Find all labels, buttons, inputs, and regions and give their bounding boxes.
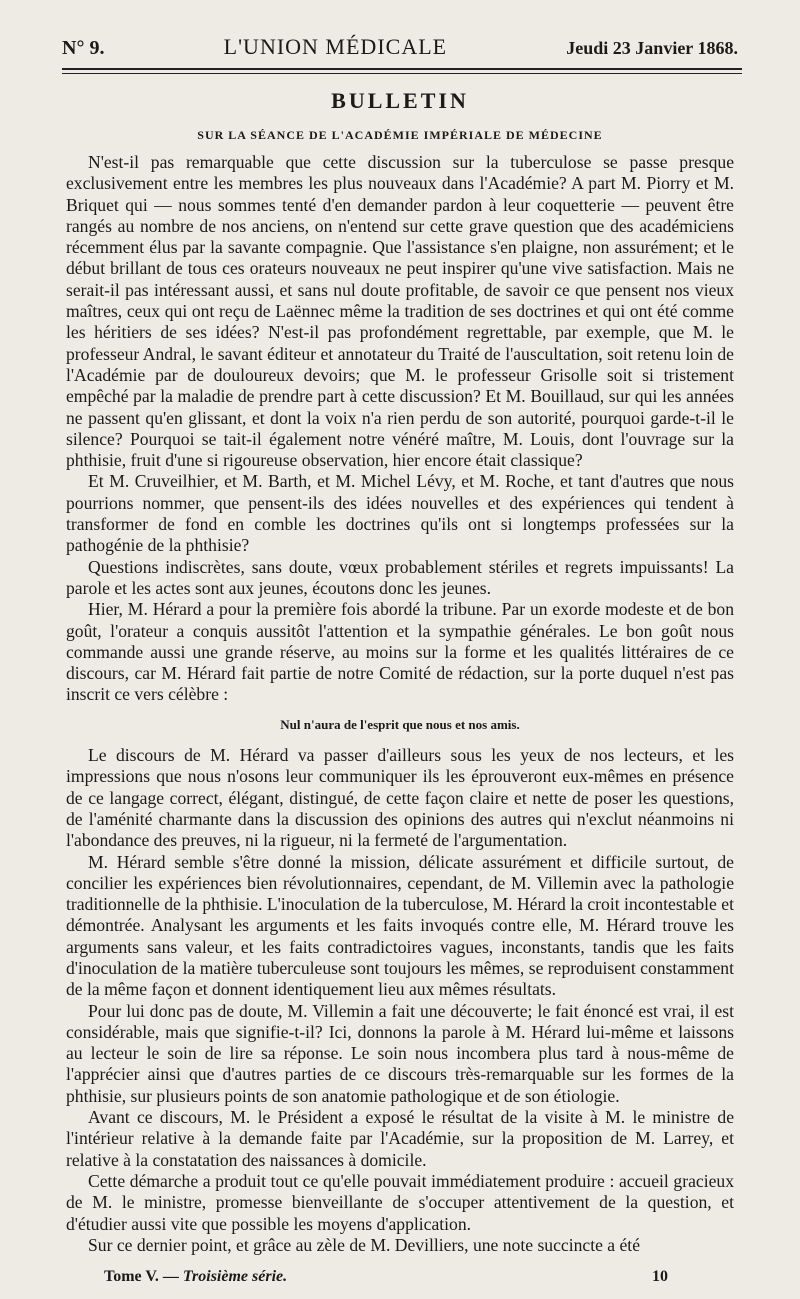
issue-date: Jeudi 23 Janvier 1868. xyxy=(566,38,738,58)
paragraph: Avant ce discours, M. le Président a exposé le résultat de la visite à M. le ministre de l'intérieur relative à la demande faite par l'Académie, sur la proposition de M. Larrey, et relative à la constatation des naissances à domicile. xyxy=(66,1107,734,1170)
paragraph: Sur ce dernier point, et grâce au zèle de M. Devilliers, une note succincte a été xyxy=(88,1234,641,1255)
page-header xyxy=(62,34,738,60)
section-title: BULLETIN xyxy=(331,88,469,113)
paragraph: Et M. Cruveilhier, et M. Barth, et M. Michel Lévy, et M. Roche, et tant d'autres que nous pourrions nommer, que pensent-ils des idées nouvelles et des expériences qui tendent à transformer de fond en comble les doctrines qu'ils ont si longtemps professées sur la pathogénie de la phthisie? xyxy=(66,471,734,556)
header-rule-thick xyxy=(62,68,742,70)
volume-info xyxy=(104,1268,287,1286)
journal-title: L'UNION MÉDICALE xyxy=(223,34,448,59)
page-number: 10 xyxy=(652,1268,668,1285)
page-footer xyxy=(104,1268,668,1286)
paragraph: Cette démarche a produit tout ce qu'elle pouvait immédiatement produire : accueil gracieux de M. le ministre, promesse bienveillante de s'occuper attentivement de la question, et d'étudier aussi vite que possible les moyens d'application. xyxy=(66,1170,734,1234)
paragraph: Questions indiscrètes, sans doute, vœux probablement stériles et regrets impuissants! La parole et les actes sont aux jeunes, écoutons donc les jeunes. xyxy=(66,556,734,598)
paragraph: Le discours de M. Hérard va passer d'ailleurs sous les yeux de nos lecteurs, et les impressions que nous n'osons leur communiquer ils les éprouveront eux-mêmes en présence de ce langage correct, élégant, distingué, de cette façon claire et nette de poser les questions, de l'aménité charmante dans la discussion des opinions des autres qui n'exclut néanmoins ni l'abondance des preuves, ni la rigueur, ni la fermeté de l'argumentation. xyxy=(66,745,734,851)
volume-label: Tome V. — xyxy=(104,1268,179,1285)
paragraph: Pour lui donc pas de doute, M. Villemin a fait une découverte; le fait énoncé est vrai, il est considérable, mais que signifie-t-il? Ici, donnons la parole à M. Hérard lui-même et laissons au lecteur le soin de lire sa réponse. Le soin nous incombera plus tard à nous-même de l'apprécier ainsi que d'autres parties de ce discours très-remarquable sur les formes de la phthisie, sur plusieurs points de son anatomie pathologique et de son étiologie. xyxy=(66,1000,734,1106)
header-rule-thin xyxy=(62,73,742,74)
article-body xyxy=(66,152,734,1256)
paragraph: N'est-il pas remarquable que cette discussion sur la tuberculose se passe presque exclusivement entre les membres les plus nouveaux dans l'Académie? A part M. Piorry et M. Briquet qui — nous sommes tenté d'en demander pardon à leur coquetterie — peuvent être rangés au nombre de nos anciens, on n'entend sur cette grave question que des académiciens récemment élus par la savante compagnie. Que l'assistance s'en plaigne, non assurément; et le début brillant de tous ces orateurs nouveaux ne peut inspirer qu'une vive satisfaction. Mais ne serait-il pas intéressant aussi, et sans nul doute profitable, de savoir ce que pensent nos vieux maîtres, ceux qui ont reçu de Laënnec même la tradition de ses doctrines et qui ont été comme les héritiers de ses idées? N'est-il pas profondément regrettable, par exemple, que M. le professeur Andral, le savant éditeur et annotateur du Traité de l'auscultation, soit retenu loin de l'Académie par de douloureux devoirs; que M. le professeur Grisolle soit si tristement empêché par la maladie de prendre part à cette discussion? Et M. Bouillaud, sur qui les années ne passent qu'en glissant, et dont la voix n'a rien perdu de son autorité, pourquoi garde-t-il le silence? Pourquoi se tait-il également notre vénéré maître, M. Louis, dont l'ouvrage sur la phthisie, fruit d'une si rigoureuse observation, hier encore était classique? xyxy=(66,152,734,471)
paragraph: M. Hérard semble s'être donné la mission, délicate assurément et difficile surtout, de concilier les expériences bien révolutionnaires, cependant, de M. Villemin avec la pathologie traditionnelle de la phthisie. L'inoculation de la tuberculose, M. Hérard la croit incontestable et démontrée. Analysant les arguments et les faits invoqués contre elle, M. Hérard trouve les arguments sans valeur, et les faits contradictoires vagues, inconstants, tandis que les faits d'inoculation de la matière tuberculeuse sont toujours les mêmes, se reproduisent constamment de la même façon et donnent identiquement lieu aux mêmes résultats. xyxy=(66,851,734,1000)
issue-number: N° 9. xyxy=(62,37,105,59)
paragraph: Hier, M. Hérard a pour la première fois abordé la tribune. Par un exorde modeste et de bon goût, l'orateur a conquis aussitôt l'attention et la sympathie générales. Le bon goût nous commande aussi une grande réserve, au moins sur la forme et les qualités littéraires de ce discours, car M. Hérard fait partie de notre Comité de rédaction, sur la porte duquel n'est pas inscrit ce vers célèbre : xyxy=(66,599,734,705)
quoted-verse: Nul n'aura de l'esprit que nous et nos amis. xyxy=(280,716,520,732)
section-subtitle: SUR LA SÉANCE DE L'ACADÉMIE IMPÉRIALE DE MÉDECINE xyxy=(197,128,603,142)
series-label: Troisième série. xyxy=(182,1268,288,1285)
